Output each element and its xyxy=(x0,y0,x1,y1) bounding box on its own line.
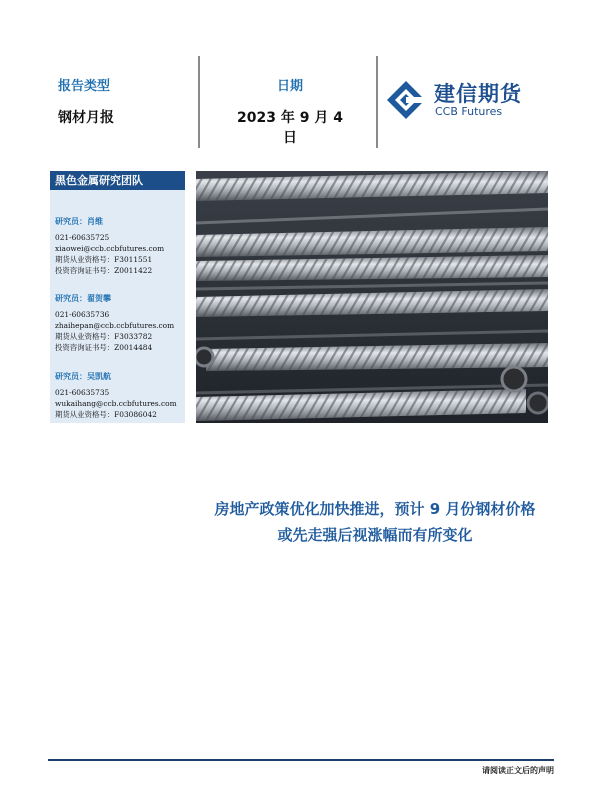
research-team-panel xyxy=(50,171,185,423)
header-divider xyxy=(198,56,200,148)
date-value: 2023 年 9 月 4 日 xyxy=(237,110,343,146)
ccb-logo-icon xyxy=(386,80,426,120)
analyst-certificate: 投资咨询证书号：Z0014484 xyxy=(55,343,153,352)
date-block xyxy=(230,78,350,148)
analyst-phone: 021-60635736 xyxy=(55,310,110,319)
analyst-phone: 021-60635735 xyxy=(55,388,110,397)
analyst-license: 期货从业资格号：F03086042 xyxy=(55,410,157,419)
analyst-name: 研究员：翟贺攀 xyxy=(55,293,111,303)
analyst-phone: 021-60635725 xyxy=(55,233,110,242)
analyst-license: 期货从业资格号：F3011551 xyxy=(55,255,153,264)
analyst-name: 研究员：吴凯航 xyxy=(55,371,111,381)
footer-divider xyxy=(48,759,554,761)
logo-name-en: CCB Futures xyxy=(435,105,503,118)
report-title-line-1: 房地产政策优化加快推进，预计 9 月份钢材价格 xyxy=(214,500,536,518)
analyst-email[interactable]: zhaihepan@ccb.ccbfutures.com xyxy=(55,321,175,330)
analyst-certificate: 投资咨询证书号：Z0011422 xyxy=(55,266,153,275)
header-divider xyxy=(376,56,378,148)
ccb-futures-logo xyxy=(386,80,556,120)
date-label: 日期 xyxy=(276,79,303,94)
analyst-email[interactable]: wukaihang@ccb.ccbfutures.com xyxy=(55,399,177,408)
analyst-card xyxy=(55,293,183,353)
disclaimer-notice: 请阅读正文后的声明 xyxy=(482,765,554,775)
report-title-line-2: 或先走强后视涨幅而有所变化 xyxy=(277,526,473,544)
report-type-block xyxy=(58,78,114,128)
report-type-value: 钢材月报 xyxy=(58,110,114,126)
steel-rebar-image xyxy=(196,171,548,423)
analyst-card xyxy=(55,216,183,276)
rebar-photo xyxy=(196,171,548,423)
analyst-name: 研究员：肖维 xyxy=(55,216,103,226)
report-type-label: 报告类型 xyxy=(58,79,111,94)
logo-name-cn: 建信期货 xyxy=(434,82,522,106)
analyst-license: 期货从业资格号：F3033782 xyxy=(55,332,153,341)
analyst-card xyxy=(55,371,183,420)
analyst-email[interactable]: xiaowei@ccb.ccbfutures.com xyxy=(55,244,165,253)
team-title: 黑色金属研究团队 xyxy=(50,171,185,190)
